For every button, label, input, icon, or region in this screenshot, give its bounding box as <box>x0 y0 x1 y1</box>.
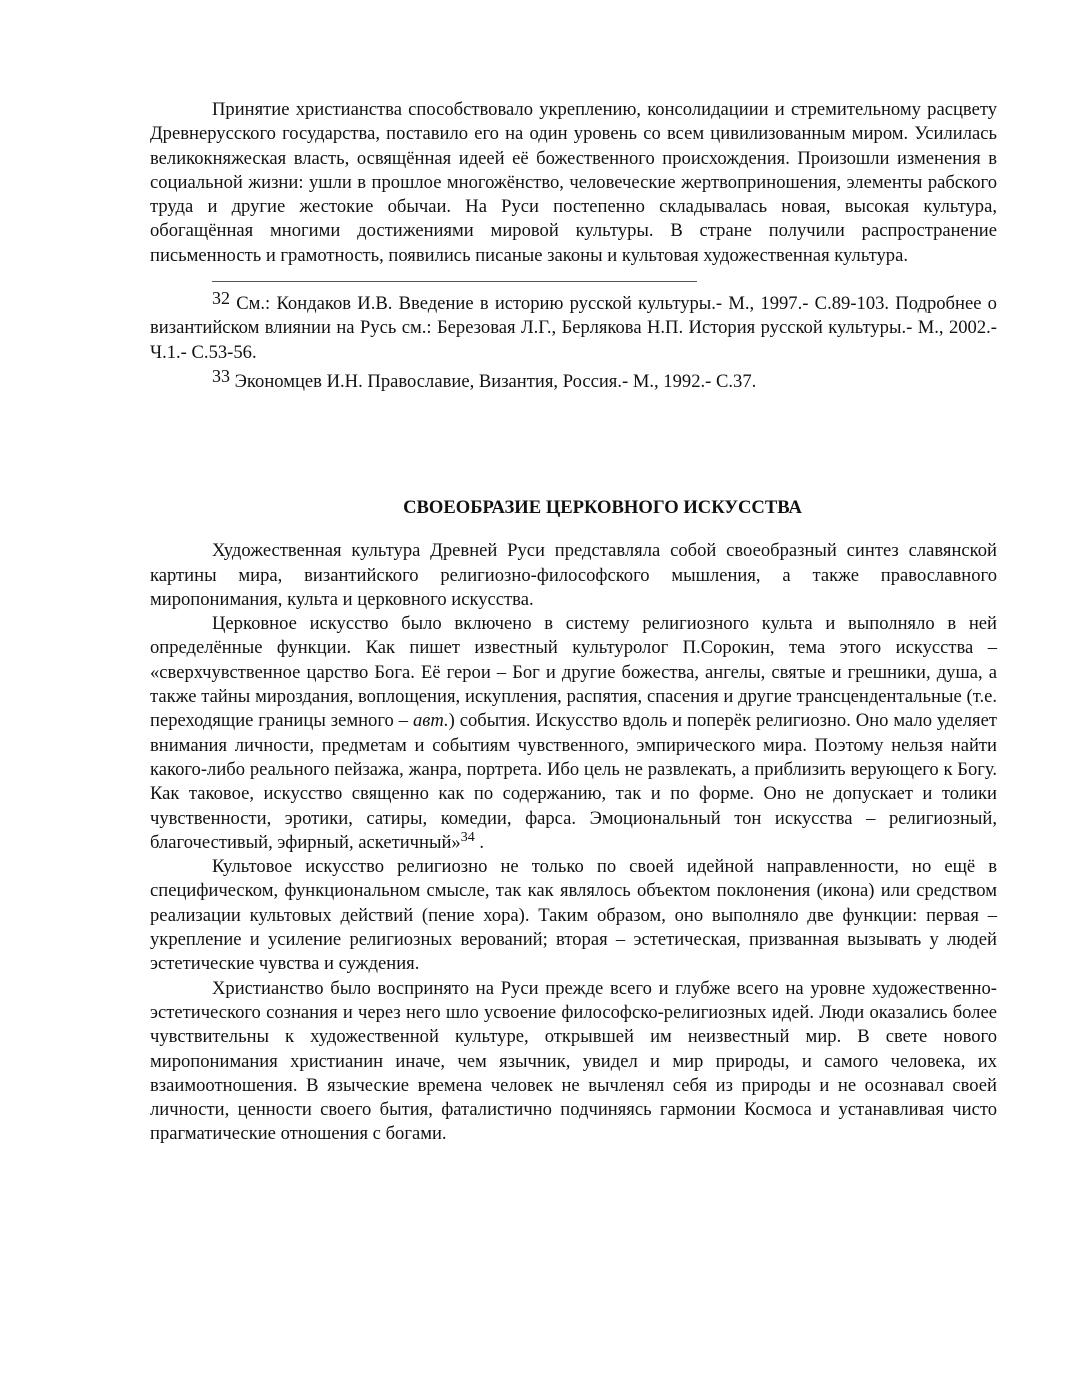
footnote-number: 32 <box>212 288 230 309</box>
italic-abbreviation: авт. <box>412 710 449 732</box>
paragraph-text: . <box>474 831 485 853</box>
footnote-33 <box>150 365 997 394</box>
paragraph-text: Церковное искусство было включено в систему религиозного культа и выполняло в ней определённые функции. Как пишет известный культуролог П.Сорокин, тема этого искусства – «сверхчувственное царство Бога. Её герои – Бог и другие божества, ангелы, святые и грешники, душа, а также тайны мироздания, воплощения, искупления, распятия, спасения и другие трансцендентальные (т.е. переходящие границы земного – <box>150 613 997 732</box>
section-heading: СВОЕОБРАЗИЕ ЦЕРКОВНОГО ИСКУССТВА <box>403 497 802 519</box>
paragraph: Христианство было воспринято на Руси прежде всего и глубже всего на уровне художественно-эстетического сознания и через него шло усвоение философско-религиозных идей. Люди оказались более чувствительны к художественной культуре, открывшей им неизвестный мир. В свете нового миропонимания христианин иначе, чем язычник, увидел и мир природы, и самого человека, их взаимоотношения. В языческие времена человек не вычленял себя из природы и не осознавал своей личности, ценности своего бытия, фаталистично подчиняясь гармонии Космоса и устанавливая чисто прагматические отношения с богами. <box>150 977 997 1145</box>
paragraph: Культовое искусство религиозно не только по своей идейной направленности, но ещё в специфическом, функциональном смысле, так как являлось объектом поклонения (икона) или средством реализации культовых действий (пение хора). Таким образом, оно выполняло две функции: первая – укрепление и усиление религиозных верований; вторая – эстетическая, призванная вызывать у людей эстетические чувства и суждения. <box>150 856 997 975</box>
paragraph: Художественная культура Древней Руси представляла собой своеобразный синтез славянской картины мира, византийского религиозно-философского мышления, а также православного миропонимания, культа и церковного искусства. <box>150 540 997 610</box>
footnote-32 <box>150 288 997 365</box>
footnote-separator <box>212 281 697 282</box>
footnote-text: Экономцев И.Н. Православие, Византия, Россия.- М., 1992.- С.37. <box>234 370 757 392</box>
footnote-reference: 34 <box>460 829 475 845</box>
intro-paragraph: Принятие христианства способствовало укреплению, консолидациии и стремительному расцвету Древнерусского государства, поставило его на один уровень со всем цивилизованным миром. Усилилась великокняжеская власть, освящённая идеей её божественного происхождения. Произошли изменения в социальной жизни: ушли в прошлое многожёнство, человеческие жертвоприношения, элементы рабского труда и другие жестокие обычаи. На Руси постепенно складывалась новая, высокая культура, обогащённая многими достижениями мировой культуры. В стране получили распространение письменность и грамотность, появились писаные законы и культовая художественная культура. <box>150 99 997 266</box>
section-body <box>150 539 997 1146</box>
paragraph-text: ) события. Искусство вдоль и поперёк религиозно. Оно мало уделяет внимания личности, предметам и событиям чувственного, эмпирического мира. Поэтому нельзя найти какого-либо реального пейзажа, жанра, портрета. Ибо цель не развлекать, а приблизить верующего к Богу. Как таковое, искусство священно как по содержанию, так и по форме. Оно не допускает и толики чувственности, эротики, сатиры, комедии, фарса. Эмоциональный тон искусства – религиозный, благочестивый, эфирный, аскетичный» <box>150 710 997 853</box>
document-page <box>150 98 997 1147</box>
footnote-text: См.: Кондаков И.В. Введение в историю русской культуры.- М., 1997.- С.89-103. Подробнее о византийском влиянии на Русь см.: Березовая Л.Г., Берлякова Н.П. История русской культуры.- М., 2002.- Ч.1.- С.53-56. <box>150 293 997 363</box>
paragraph-with-quote <box>150 612 997 855</box>
footnote-number: 33 <box>212 365 230 386</box>
